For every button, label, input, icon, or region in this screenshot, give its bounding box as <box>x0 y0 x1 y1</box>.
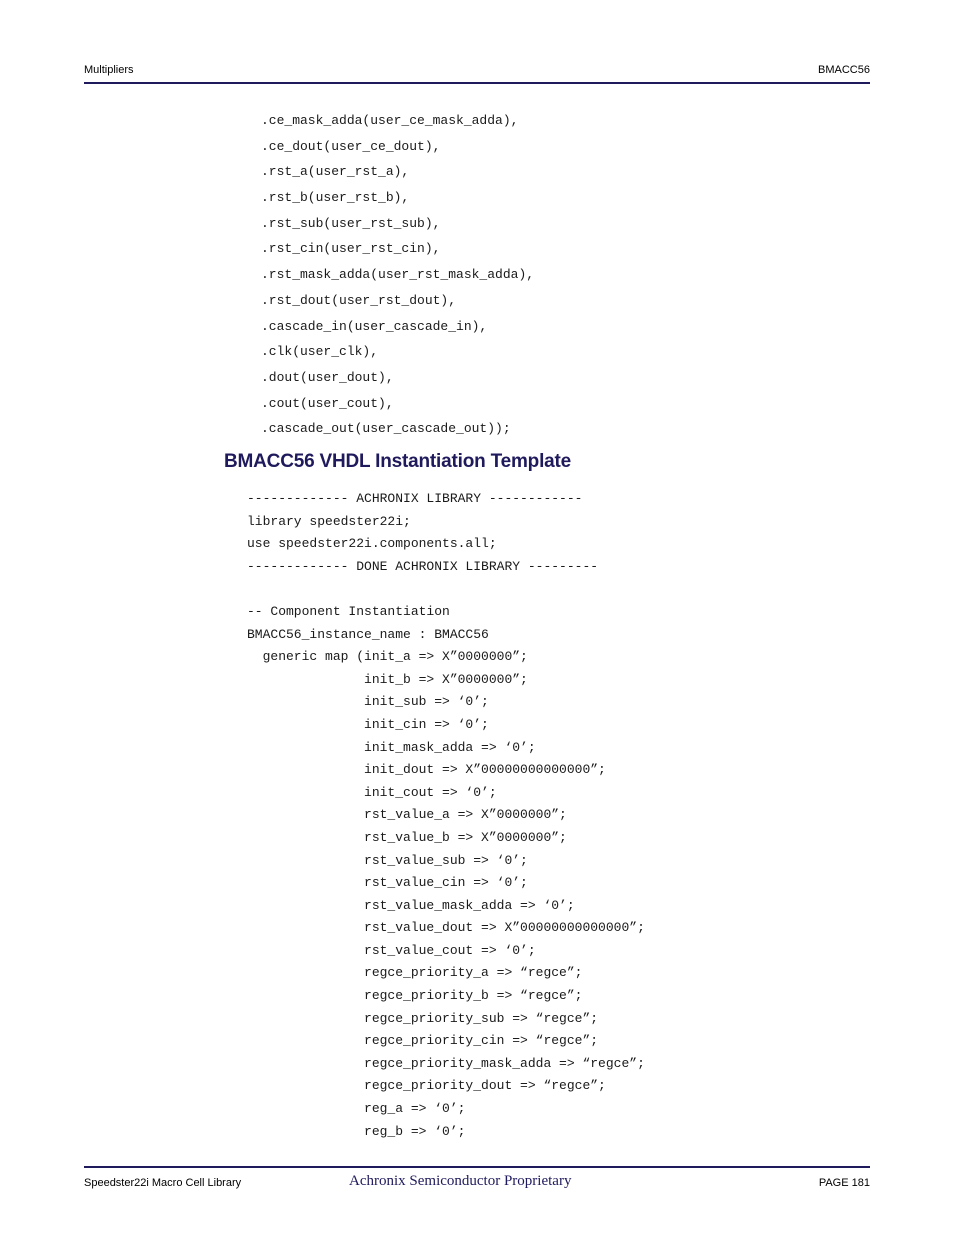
code-line: -- Component Instantiation <box>247 603 450 619</box>
code-line: .rst_sub(user_rst_sub), <box>261 215 441 231</box>
running-header-section: Multipliers <box>84 64 134 76</box>
code-line: .rst_b(user_rst_b), <box>261 190 410 206</box>
code-line: regce_priority_sub => “regce”; <box>247 1010 599 1026</box>
code-line: rst_value_cout => ‘0’; <box>247 942 536 958</box>
code-line: .rst_cin(user_rst_cin), <box>261 241 441 257</box>
footer-divider <box>84 1166 870 1168</box>
footer-document-title: Speedster22i Macro Cell Library <box>84 1177 242 1189</box>
code-line: regce_priority_mask_adda => “regce”; <box>247 1055 645 1071</box>
code-line: init_mask_adda => ‘0’; <box>247 739 536 755</box>
code-line: generic map (init_a => X”0000000”; <box>247 649 528 665</box>
code-line: regce_priority_b => “regce”; <box>247 988 583 1004</box>
code-line: rst_value_a => X”0000000”; <box>247 807 567 823</box>
code-line: .ce_dout(user_ce_dout), <box>261 138 441 154</box>
code-line: init_b => X”0000000”; <box>247 671 528 687</box>
footer-proprietary-notice: Achronix Semiconductor Proprietary <box>349 1173 572 1189</box>
code-line: rst_value_mask_adda => ‘0’; <box>247 897 575 913</box>
code-line: regce_priority_dout => “regce”; <box>247 1078 606 1094</box>
header-divider <box>84 82 870 84</box>
code-line: init_cin => ‘0’; <box>247 716 489 732</box>
code-line: init_dout => X”00000000000000”; <box>247 762 606 778</box>
code-line: rst_value_b => X”0000000”; <box>247 829 567 845</box>
code-line: rst_value_dout => X”00000000000000”; <box>247 920 645 936</box>
section-heading: BMACC56 VHDL Instantiation Template <box>224 451 572 472</box>
code-line <box>247 578 645 601</box>
code-line: .ce_mask_adda(user_ce_mask_adda), <box>261 113 519 128</box>
code-line: library speedster22i; <box>247 513 411 529</box>
code-line: reg_b => ‘0’; <box>247 1123 466 1139</box>
code-line: .cout(user_cout), <box>261 395 394 411</box>
code-line: .rst_dout(user_rst_dout), <box>261 292 457 308</box>
verilog-code-block <box>261 108 534 442</box>
code-line: init_sub => ‘0’; <box>247 694 489 710</box>
code-line: rst_value_sub => ‘0’; <box>247 852 528 868</box>
code-line: rst_value_cin => ‘0’; <box>247 875 528 891</box>
code-line: .clk(user_clk), <box>261 344 379 360</box>
code-line: reg_a => ‘0’; <box>247 1101 466 1117</box>
code-line: regce_priority_cin => “regce”; <box>247 1033 599 1049</box>
code-line: .dout(user_dout), <box>261 369 394 385</box>
code-line: ------------- ACHRONIX LIBRARY ------------ <box>247 491 583 506</box>
vhdl-code-block <box>247 488 645 1143</box>
footer-page-number: PAGE 181 <box>818 1177 870 1189</box>
code-line: .rst_a(user_rst_a), <box>261 164 410 180</box>
code-line: ------------- DONE ACHRONIX LIBRARY --------- <box>247 558 599 574</box>
running-header-cell-name: BMACC56 <box>818 64 870 76</box>
code-line: BMACC56_instance_name : BMACC56 <box>247 626 489 642</box>
code-line: .cascade_out(user_cascade_out)); <box>261 421 511 437</box>
code-line: regce_priority_a => “regce”; <box>247 965 583 981</box>
code-line: init_cout => ‘0’; <box>247 784 497 800</box>
code-line: .rst_mask_adda(user_rst_mask_adda), <box>261 267 535 283</box>
code-line: use speedster22i.components.all; <box>247 536 497 552</box>
code-line: .cascade_in(user_cascade_in), <box>261 318 488 334</box>
